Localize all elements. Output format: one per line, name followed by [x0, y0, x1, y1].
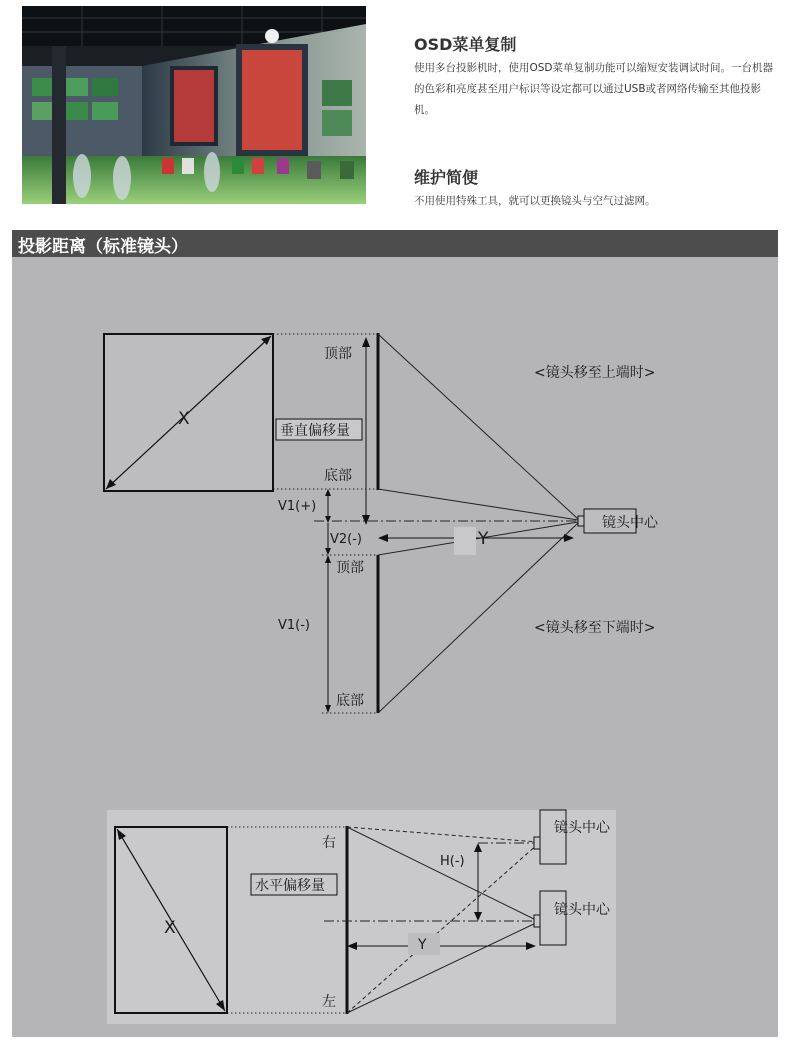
- horizontal-lens-body-2: [540, 891, 566, 945]
- horizontal-lens-center-label-2: 镜头中心: [554, 902, 610, 918]
- vertical-dotted-guides: [273, 334, 378, 713]
- vertical-diag-label: X: [178, 409, 190, 429]
- vertical-bottom-label-2: 底部: [336, 693, 364, 709]
- vertical-offset-diagram: [104, 333, 659, 713]
- horizontal-offset-label: 水平偏移量: [255, 878, 325, 894]
- horizontal-offset-diagram: [107, 810, 616, 1024]
- v2-minus-label: V2(-): [330, 532, 362, 547]
- horizontal-lens-center-label-1: 镜头中心: [554, 820, 610, 836]
- vertical-projection-rays: [378, 334, 578, 713]
- horizontal-distance-label: Y: [418, 937, 427, 953]
- vertical-top-label-2: 顶部: [336, 560, 364, 576]
- horizontal-diag-label: X: [164, 918, 176, 938]
- v1-plus-label: V1(+): [278, 499, 317, 514]
- feature-text-maintenance: 不用使用特殊工具，就可以更换镜头与空气过滤网。: [414, 195, 656, 207]
- horizontal-lens-body-1: [540, 810, 566, 864]
- vertical-lens-center-label: 镜头中心: [602, 515, 658, 531]
- vertical-distance-label: Y: [478, 529, 489, 549]
- vertical-lens-tip: [578, 516, 584, 526]
- projection-diagram-area: [12, 257, 778, 1037]
- feature-text-osd: 使用多台投影机时，使用OSD菜单复制功能可以缩短安装调试时间。一台机器的色彩和亮度甚至用户标识等设定都可以通过USB或者网络传输至其他投影机。: [414, 62, 774, 116]
- section-header: [12, 230, 778, 257]
- showroom-photo: [22, 6, 366, 204]
- horizontal-left-label: 左: [322, 994, 336, 1010]
- horizontal-lens-tip-2: [534, 915, 540, 927]
- v1-minus-label: V1(-): [278, 618, 310, 633]
- horizontal-right-label: 右: [322, 835, 336, 851]
- vertical-top-label: 顶部: [324, 346, 352, 362]
- feature-title-maintenance: 维护简便: [414, 168, 479, 187]
- h-minus-label: H(-): [440, 854, 465, 869]
- horizontal-lens-tip-1: [534, 837, 540, 849]
- vertical-bottom-label: 底部: [324, 468, 352, 484]
- vertical-offset-label: 垂直偏移量: [280, 423, 350, 439]
- lens-up-label: <镜头移至上端时>: [534, 365, 656, 381]
- section-title: 投影距离（标准镜头）: [18, 237, 188, 257]
- lens-down-label: <镜头移至下端时>: [534, 620, 656, 636]
- feature-title-osd: OSD菜单复制: [414, 35, 517, 54]
